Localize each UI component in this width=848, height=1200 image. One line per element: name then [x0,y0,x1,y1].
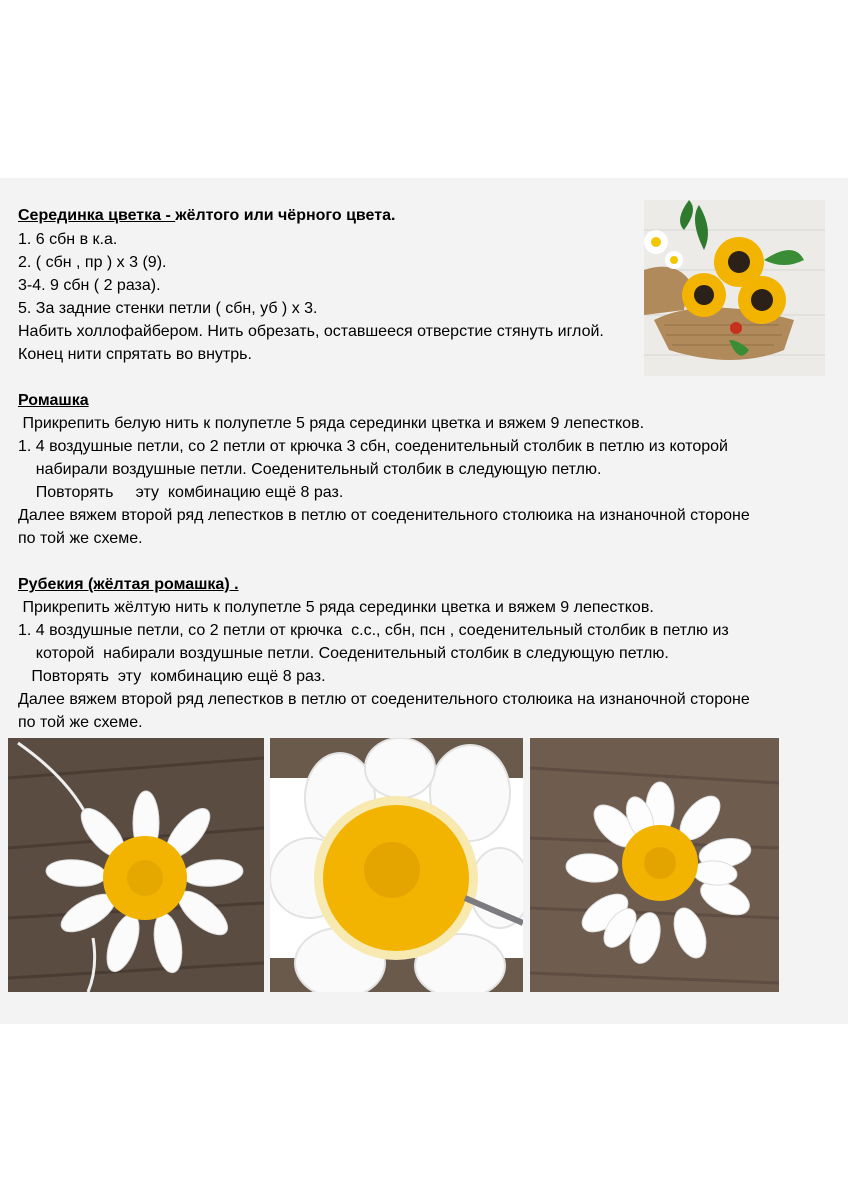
center-line-3: 3-4. 9 сбн ( 2 раза). [18,277,161,294]
center-line-2: 2. ( сбн , пр ) х 3 (9). [18,254,167,271]
rudbeckia-title: Рубекия (жёлтая ромашка) . [18,576,239,593]
daisy-finished-photo [530,738,779,992]
rudbeckia-line-5: Далее вяжем второй ряд лепестков в петлю от соеденительного столюика на изнаночной стороне [18,691,750,708]
daisy-line-2: 1. 4 воздушные петли, со 2 петли от крючка 3 сбн, соеденительный столбик в петлю из которой [18,438,728,455]
daisy-line-4: Повторять эту комбинацию ещё 8 раз. [18,484,344,501]
daisy-center-closeup-photo [270,738,523,992]
daisy-line-5: Далее вяжем второй ряд лепестков в петлю от соеденительного столюика на изнаночной стороне [18,507,750,524]
daisy-line-6: по той же схеме. [18,530,143,547]
rudbeckia-line-6: по той же схеме. [18,714,143,731]
daisy-line-3: набирали воздушные петли. Соеденительный столбик в следующую петлю. [18,461,602,478]
daisy-title: Ромашка [18,392,89,409]
center-line-6: Конец нити спрятать во внутрь. [18,346,252,363]
rudbeckia-line-4: Повторять эту комбинацию ещё 8 раз. [18,668,326,685]
sunflower-basket-photo [644,200,825,376]
daisy-line-1: Прикрепить белую нить к полупетле 5 ряда серединки цветка и вяжем 9 лепестков. [18,415,645,432]
center-line-5: Набить холлофайбером. Нить обрезать, оставшееся отверстие стянуть иглой. [18,323,604,340]
rudbeckia-line-3: которой набирали воздушные петли. Соеденительный столбик в следующую петлю. [18,645,669,662]
daisy-photo-one-layer [8,738,264,992]
center-title: Серединка цветка - жёлтого или чёрного цвета. [18,207,396,224]
rudbeckia-line-2: 1. 4 воздушные петли, со 2 петли от крючка с.с., сбн, псн , соеденительный столбик в петлю из [18,622,729,639]
center-line-4: 5. За задние стенки петли ( сбн, уб ) х 3. [18,300,318,317]
rudbeckia-line-1: Прикрепить жёлтую нить к полупетле 5 ряда серединки цветка и вяжем 9 лепестков. [18,599,654,616]
center-line-1: 1. 6 сбн в к.а. [18,231,118,248]
